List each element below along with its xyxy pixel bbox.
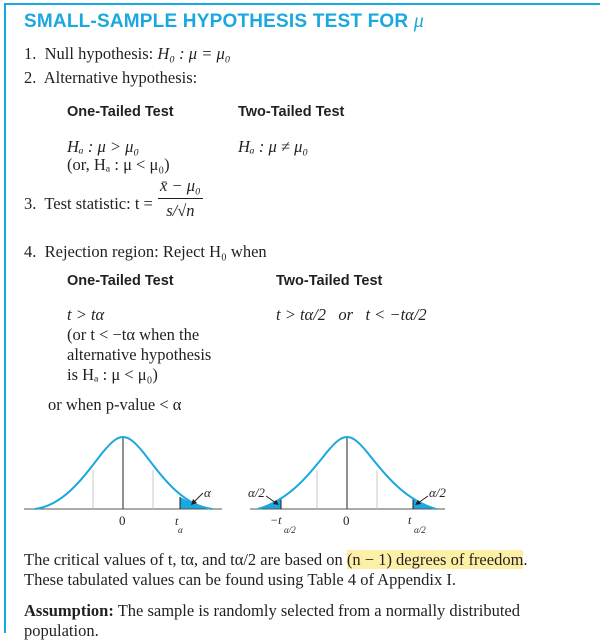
step-number: 4. [24, 242, 37, 261]
table-reference-note: These tabulated values can be found using Table 4 of Appendix I. [24, 570, 457, 589]
step-number: 3. [24, 194, 37, 213]
svg-text:0: 0 [343, 513, 350, 528]
step-4 [24, 242, 267, 262]
svg-text:α/2: α/2 [429, 485, 446, 500]
alt-two-tailed-expr: Hₐ : μ ≠ μ₀ [238, 137, 309, 156]
alt-two-tailed-header: Two-Tailed Test [238, 104, 345, 120]
rej-two-tailed-line [276, 305, 427, 325]
alt-one-tailed-expr: Hₐ : μ > μ₀ [67, 137, 140, 156]
rej-one-tailed-line3: alternative hypothesis [67, 345, 212, 364]
svg-text:α/2: α/2 [248, 485, 265, 500]
note-post: . [523, 550, 528, 569]
svg-text:t: t [408, 513, 412, 527]
alt-one-tailed-line1 [67, 137, 139, 157]
alt-one-tailed-header: One-Tailed Test [67, 104, 174, 120]
svg-text:α/2: α/2 [414, 525, 426, 535]
one-tailed-curve-figure [24, 437, 222, 535]
rej-expr: t > tα [67, 305, 105, 324]
distribution-figures [0, 420, 600, 540]
step-1 [24, 44, 230, 64]
assumption-note-line2: population. [24, 621, 99, 640]
fraction-denominator [158, 199, 203, 221]
note-pre: The critical values of t, tα, and tα/2 are based on [24, 550, 343, 569]
frame-top-border [4, 3, 600, 5]
denominator-expr: s/√n [166, 201, 195, 220]
step-2 [24, 68, 197, 88]
title-text: SMALL-SAMPLE HYPOTHESIS TEST FOR [24, 11, 409, 32]
rej-one-tailed-line2: (or t < −tα when the [67, 325, 200, 344]
null-hypothesis-expr: H₀ : μ = μ₀ [157, 44, 231, 63]
step-label: Test statistic: t = [44, 194, 153, 213]
rej-one-tailed-header: One-Tailed Test [67, 273, 174, 289]
title-mu-symbol: μ [413, 10, 425, 32]
test-statistic-fraction [158, 176, 203, 221]
rej-two-expr: t > tα/2 or t < −tα/2 [276, 305, 427, 324]
step-number: 2. [24, 68, 37, 87]
assumption-label: Assumption: [24, 601, 114, 620]
svg-text:t: t [175, 514, 179, 528]
svg-text:α/2: α/2 [284, 525, 296, 535]
fraction-numerator [158, 176, 203, 199]
rej-two-tailed-header: Two-Tailed Test [276, 273, 383, 289]
two-tailed-curve-figure [248, 437, 446, 535]
pvalue-line: or when p-value < α [48, 395, 182, 414]
degrees-of-freedom-highlight: (n − 1) degrees of freedom [346, 550, 524, 569]
page-title [24, 10, 424, 33]
step-label: Alternative hypothesis: [43, 68, 198, 87]
alt-two-tailed-line1 [238, 137, 308, 157]
assumption-text: The sample is randomly selected from a normally distributed [117, 601, 520, 620]
svg-text:α: α [178, 525, 183, 535]
assumption-note [24, 601, 520, 621]
numerator-expr: x̄ − μ₀ [160, 176, 201, 195]
step-label: Rejection region: Reject H₀ when [44, 242, 267, 261]
svg-text:0: 0 [119, 513, 126, 528]
critical-values-note [24, 550, 528, 570]
alt-one-tailed-line2: (or, Hₐ : μ < μ₀) [67, 155, 170, 174]
step-number: 1. [24, 44, 37, 63]
svg-text:−t: −t [270, 513, 282, 527]
rej-one-tailed-line4: is Hₐ : μ < μ₀) [67, 365, 158, 384]
svg-text:α: α [204, 485, 211, 500]
step-label: Null hypothesis: [44, 44, 154, 63]
step-3 [24, 194, 153, 214]
rej-one-tailed-line1 [67, 305, 104, 325]
